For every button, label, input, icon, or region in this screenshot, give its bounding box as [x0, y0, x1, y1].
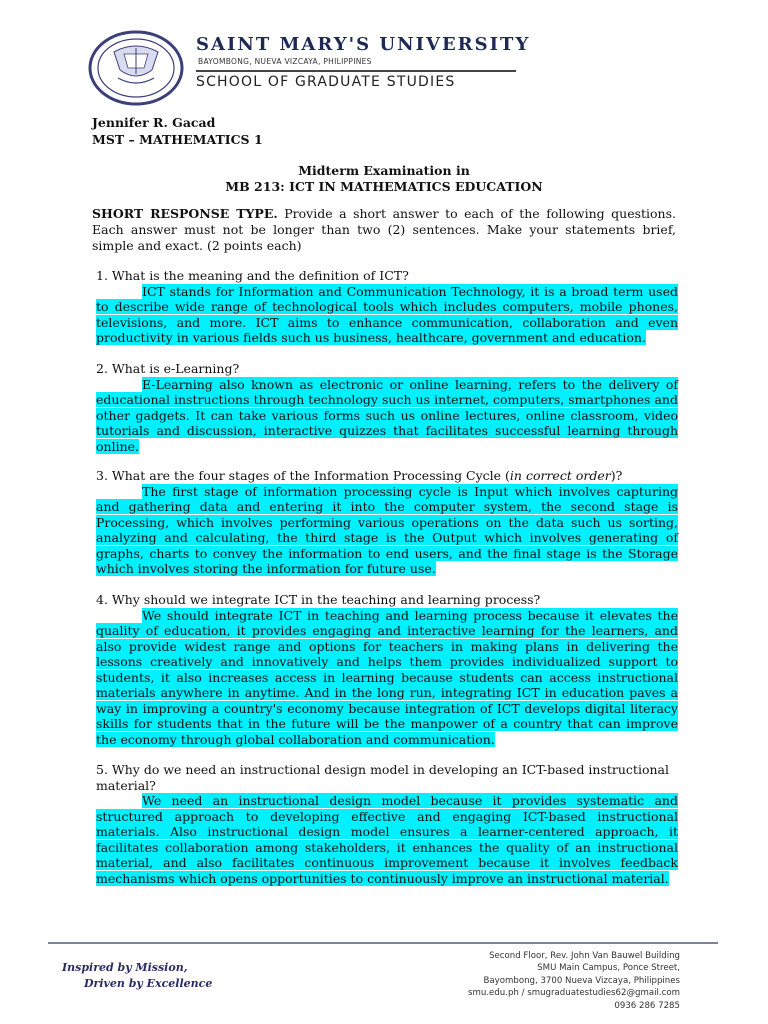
university-address: BAYOMBONG, NUEVA VIZCAYA, PHILIPPINES	[198, 57, 372, 66]
author-name: Jennifer R. Gacad	[92, 115, 216, 130]
author-block	[92, 114, 263, 148]
instructions-text: Provide a short answer to each of the following questions. Each answer must not be longer than two (2) sentences. Make your statements brief, simple and exact. (2 points each)	[92, 206, 676, 253]
question-text: 2. What is e-Learning?	[96, 361, 240, 376]
question-item-1	[96, 268, 678, 346]
tagline-line2: Driven by Excellence	[84, 977, 213, 990]
highlighted-answer: The first stage of information processing cycle is Input which involves capturing and gathering data and entering it into the computer system, the second stage is Processing, which involves performing various operations on the data such us sorting, analyzing and calculating, the third stage is the Output which involves generating of graphs, charts to convey the information to end users, and the final stage is the Storage which involves storing the information for future use.	[96, 483, 678, 576]
question-text: 5. Why do we need an instructional design model in developing an ICT-based instructional material?	[96, 762, 669, 793]
answer-text	[96, 284, 678, 346]
highlighted-answer: We should integrate ICT in teaching and learning process because it elevates the quality of education, it provides engaging and interactive learning for the learners, and also provide widest range and options for teachers in making plans in delivering the lessons creatively and innovatively and helps them provides individualized support to students, it also increases access in learning because students can access instructional materials anywhere in anytime. And in the long run, integrating ICT in education paves a way in improving a country's economy because integration of ICT develops digital literacy skills for students that in the future will be the manpower of a country that can improve the economy through global collaboration and communication.	[96, 607, 678, 747]
letterhead	[88, 28, 688, 108]
answer-text	[96, 484, 678, 577]
exam-title	[92, 163, 676, 195]
question-text-start: 3. What are the four stages of the Information Processing Cycle (	[96, 468, 510, 483]
question-item-2	[96, 361, 678, 454]
question-text	[96, 468, 678, 484]
answer-text	[96, 608, 678, 748]
question-text-emphasis: in correct order	[509, 468, 611, 483]
instructions-label: SHORT RESPONSE TYPE.	[92, 206, 278, 221]
highlighted-answer: We need an instructional design model because it provides systematic and structured approach to developing effective and engaging ICT-based instructional materials. Also instructional design model ensures a learner-centered approach, it facilitates collaboration among stakeholders, it enhances the quality of an instructional material, and also facilitates continuous improvement because it involves feedback mechanisms which opens opportunities to continuously improve an instructional material.	[96, 793, 678, 886]
contact-campus: SMU Main Campus, Ponce Street,	[537, 963, 680, 974]
author-program: MST – MATHEMATICS 1	[92, 132, 263, 147]
instructions	[92, 206, 676, 254]
university-name: SAINT MARY'S UNIVERSITY	[196, 34, 531, 55]
highlighted-answer: E-Learning also known as electronic or online learning, refers to the delivery of educational instructions through technology such us internet, computers, smartphones and other gadgets. It can take various forms such us online lectures, online classroom, video tutorials and discussion, interactive quizzes that facilitates successful learning through online.	[96, 376, 678, 454]
contact-city: Bayombong, 3700 Nueva Vizcaya, Philippines	[483, 975, 680, 986]
school-name: SCHOOL OF GRADUATE STUDIES	[196, 74, 456, 90]
university-seal-logo	[88, 30, 184, 106]
answer-text	[96, 377, 678, 455]
contact-web-email: smu.edu.ph / smugraduatestudies62@gmail.com	[468, 988, 680, 999]
footer-divider	[48, 942, 718, 944]
footer-contact	[468, 950, 680, 1012]
question-item-5	[96, 762, 678, 886]
contact-building: Second Floor, Rev. John Van Bauwel Building	[489, 951, 680, 961]
exam-title-line1: Midterm Examination in	[298, 163, 470, 178]
contact-phone: 0936 286 7285	[614, 1000, 680, 1011]
tagline-line1: Inspired by Mission,	[62, 961, 188, 974]
question-text: 1. What is the meaning and the definition of ICT?	[96, 268, 409, 283]
exam-title-line2: MB 213: ICT IN MATHEMATICS EDUCATION	[225, 179, 543, 194]
header-divider	[196, 70, 516, 72]
question-text: 4. Why should we integrate ICT in the teaching and learning process?	[96, 592, 541, 607]
question-item-3	[96, 468, 678, 577]
footer-tagline	[62, 960, 212, 992]
question-text-end: )?	[610, 468, 623, 483]
highlighted-answer: ICT stands for Information and Communication Technology, it is a broad term used to describe wide range of technological tools which includes computers, mobile phones, televisions, and more. ICT aims to enhance communication, collaboration and even productivity in various fields such us business, healthcare, government and education.	[96, 283, 678, 345]
answer-text	[96, 793, 678, 886]
question-item-4	[96, 592, 678, 747]
